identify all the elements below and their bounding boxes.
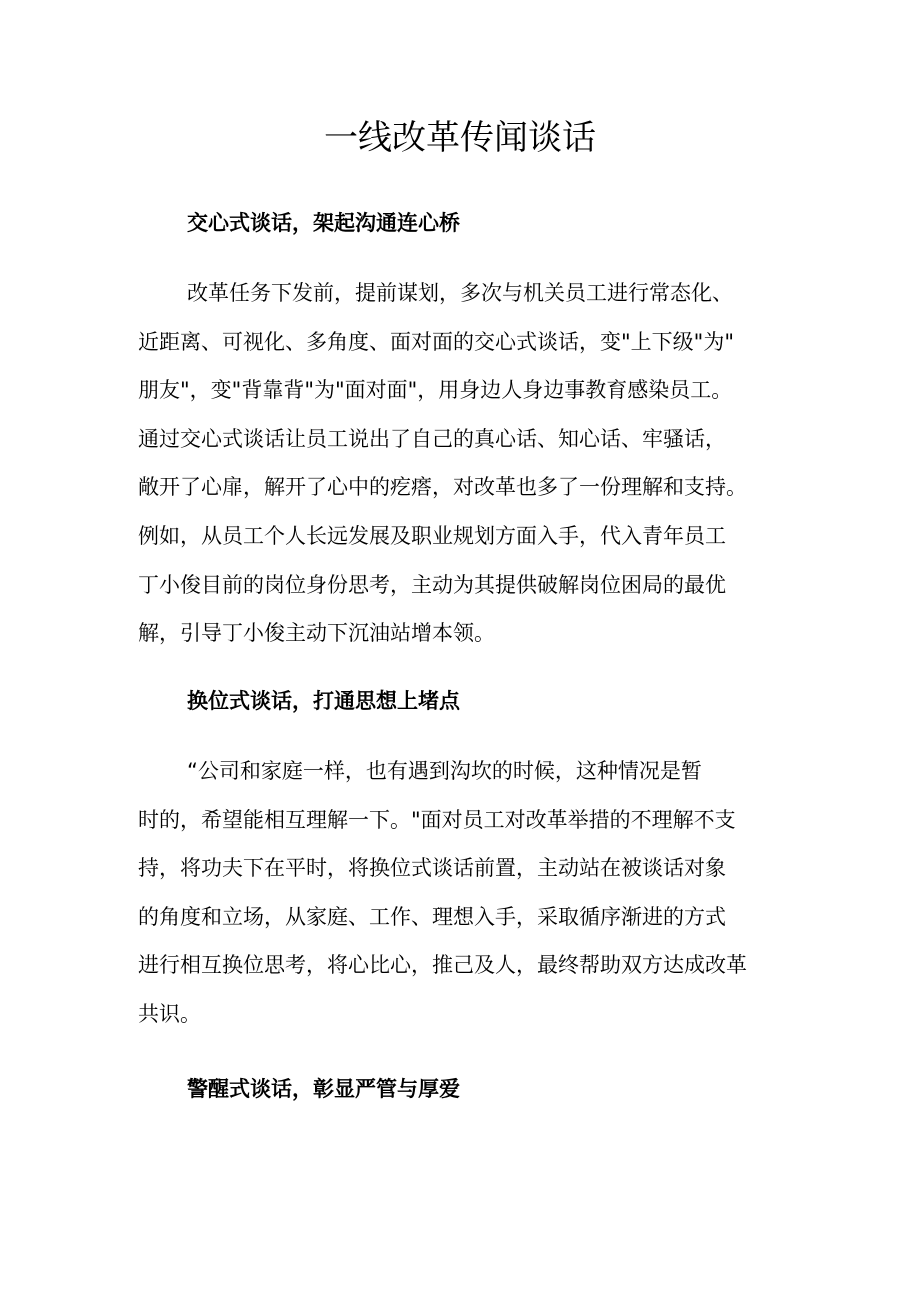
section-heading-perspective-swap: 换位式谈话，打通思想上堵点 (187, 689, 460, 713)
body-line: 丁小俊目前的岗位身份思考，主动为其提供破解岗位困局的最优 (138, 572, 726, 597)
body-line: 例如，从员工个人长远发展及职业规划方面入手，代入青年员工 (138, 523, 726, 548)
section-body-heart-to-heart (138, 269, 808, 658)
body-line: 解，引导丁小俊主动下沉油站增本领。 (138, 621, 495, 646)
body-line: 的角度和立场，从家庭、工作、理想入手，采取循序渐进的方式 (138, 904, 726, 929)
document-title: 一线改革传闻谈话 (324, 118, 596, 158)
section-body-perspective-swap (138, 747, 808, 1039)
section-heading-warning: 警醒式谈话，彰显严管与厚爱 (187, 1077, 460, 1101)
body-line: 时的，希望能相互理解一下。"面对员工对改革举措的不理解不支 (138, 807, 736, 832)
body-line: 共识。 (138, 1001, 201, 1026)
body-line: 改革任务下发前，提前谋划，多次与机关员工进行常态化、 (187, 281, 733, 305)
body-line: 进行相互换位思考，将心比心，推己及人，最终帮助双方达成改革 (138, 953, 747, 978)
body-line: 敞开了心扉，解开了心中的疙瘩，对改革也多了一份理解和支持。 (138, 475, 747, 500)
body-line: 持，将功夫下在平时，将换位式谈话前置，主动站在被谈话对象 (138, 856, 726, 881)
body-line: 近距离、可视化、多角度、面对面的交心式谈话，变"上下级"为" (138, 329, 734, 354)
body-line: 朋友"，变"背靠背"为"面对面"，用身边人身边事教育感染员工。 (138, 378, 733, 403)
section-heading-heart-to-heart: 交心式谈话，架起沟通连心桥 (187, 211, 460, 235)
body-line: “公司和家庭一样，也有遇到沟坎的时候，这种情况是暂 (187, 759, 702, 783)
body-line: 通过交心式谈话让员工说出了自己的真心话、知心话、牢骚话， (138, 426, 726, 451)
